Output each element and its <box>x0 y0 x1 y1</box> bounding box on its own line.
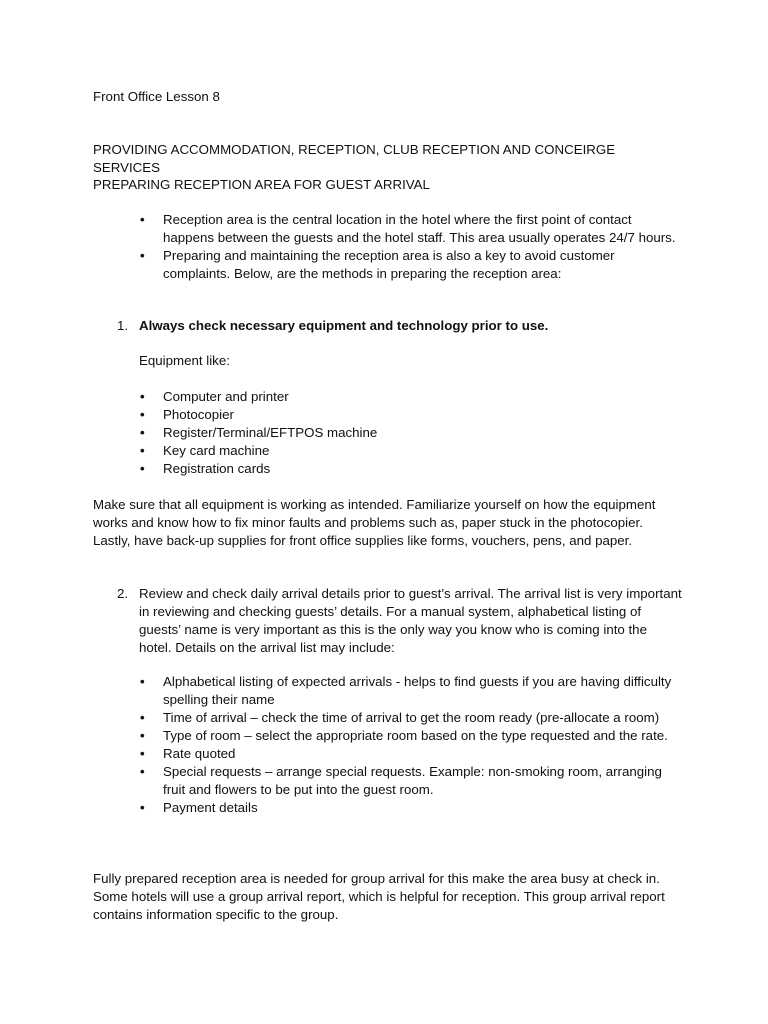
bullet-icon: • <box>140 443 145 458</box>
main-heading: PROVIDING ACCOMMODATION, RECEPTION, CLUB RECEPTION AND CONCEIRGE SERVICES <box>93 142 616 175</box>
list-item-text: Type of room – select the appropriate room based on the type requested and the rate. <box>163 728 668 743</box>
bullet-icon: • <box>140 212 145 227</box>
list-item-text: Key card machine <box>163 443 270 458</box>
bullet-icon: • <box>140 746 145 761</box>
bullet-icon: • <box>140 248 145 263</box>
list-item-text: Photocopier <box>163 407 234 422</box>
bullet-icon: • <box>140 674 145 689</box>
list-item-text: Time of arrival – check the time of arrival to get the room ready (pre-allocate a room) <box>163 710 660 725</box>
numbered-step-2 <box>117 585 682 657</box>
equipment-paragraph: Make sure that all equipment is working as intended. Familiarize yourself on how the equipment works and know how to fix minor faults and problems such as, paper stuck in the photocopier. Lastly, have back-up supplies for front office supplies like forms, vouchers, pens, and paper. <box>93 497 656 548</box>
step-text: Review and check daily arrival details prior to guest’s arrival. The arrival list is very important in reviewing and checking guests’ details. For a manual system, alphabetical listing of guests’ name is very important as this is the only way you know who is coming into the hotel. Details on the arrival list may include: <box>139 586 682 655</box>
list-item <box>140 709 685 727</box>
list-item-text: Payment details <box>163 800 258 815</box>
list-item <box>140 211 685 247</box>
lesson-title: Front Office Lesson 8 <box>93 89 220 104</box>
bullet-icon: • <box>140 764 145 779</box>
list-item-text: Register/Terminal/EFTPOS machine <box>163 425 378 440</box>
list-item <box>140 763 685 799</box>
list-item <box>140 406 685 424</box>
sub-heading: PREPARING RECEPTION AREA FOR GUEST ARRIVAL <box>93 177 430 192</box>
bullet-icon: • <box>140 710 145 725</box>
arrival-details-list <box>140 673 685 817</box>
bullet-icon: • <box>140 389 145 404</box>
step-number: 2. <box>117 586 129 601</box>
list-item <box>140 673 685 709</box>
list-item <box>140 799 685 817</box>
list-item-text: Computer and printer <box>163 389 289 404</box>
list-item <box>140 424 685 442</box>
list-item-text: Reception area is the central location in the hotel where the first point of contact happens between the guests and the hotel staff. This area usually operates 24/7 hours. <box>163 212 676 245</box>
equipment-label: Equipment like: <box>139 353 230 368</box>
list-item <box>140 388 685 406</box>
bullet-icon: • <box>140 425 145 440</box>
list-item <box>140 727 685 745</box>
list-item-text: Rate quoted <box>163 746 236 761</box>
list-item-text: Registration cards <box>163 461 271 476</box>
bullet-icon: • <box>140 728 145 743</box>
step-number: 1. <box>117 318 129 333</box>
list-item-text: Alphabetical listing of expected arrivals - helps to find guests if you are having difficulty spelling their name <box>163 674 672 707</box>
numbered-step-1 <box>117 317 682 335</box>
bullet-icon: • <box>140 800 145 815</box>
list-item-text: Preparing and maintaining the reception area is also a key to avoid customer complaints. Below, are the methods in preparing the reception area: <box>163 248 615 281</box>
intro-bullet-list <box>140 211 685 283</box>
list-item-text: Special requests – arrange special requests. Example: non-smoking room, arranging fruit and flowers to be put into the guest room. <box>163 764 662 797</box>
group-arrival-paragraph: Fully prepared reception area is needed for group arrival for this make the area busy at check in. Some hotels will use a group arrival report, which is helpful for reception. This group arrival report contains information specific to the group. <box>93 871 665 922</box>
list-item <box>140 745 685 763</box>
list-item <box>140 460 685 478</box>
bullet-icon: • <box>140 461 145 476</box>
step-text: Always check necessary equipment and technology prior to use. <box>139 318 549 333</box>
list-item <box>140 247 685 283</box>
equipment-list <box>140 388 685 478</box>
list-item <box>140 442 685 460</box>
bullet-icon: • <box>140 407 145 422</box>
